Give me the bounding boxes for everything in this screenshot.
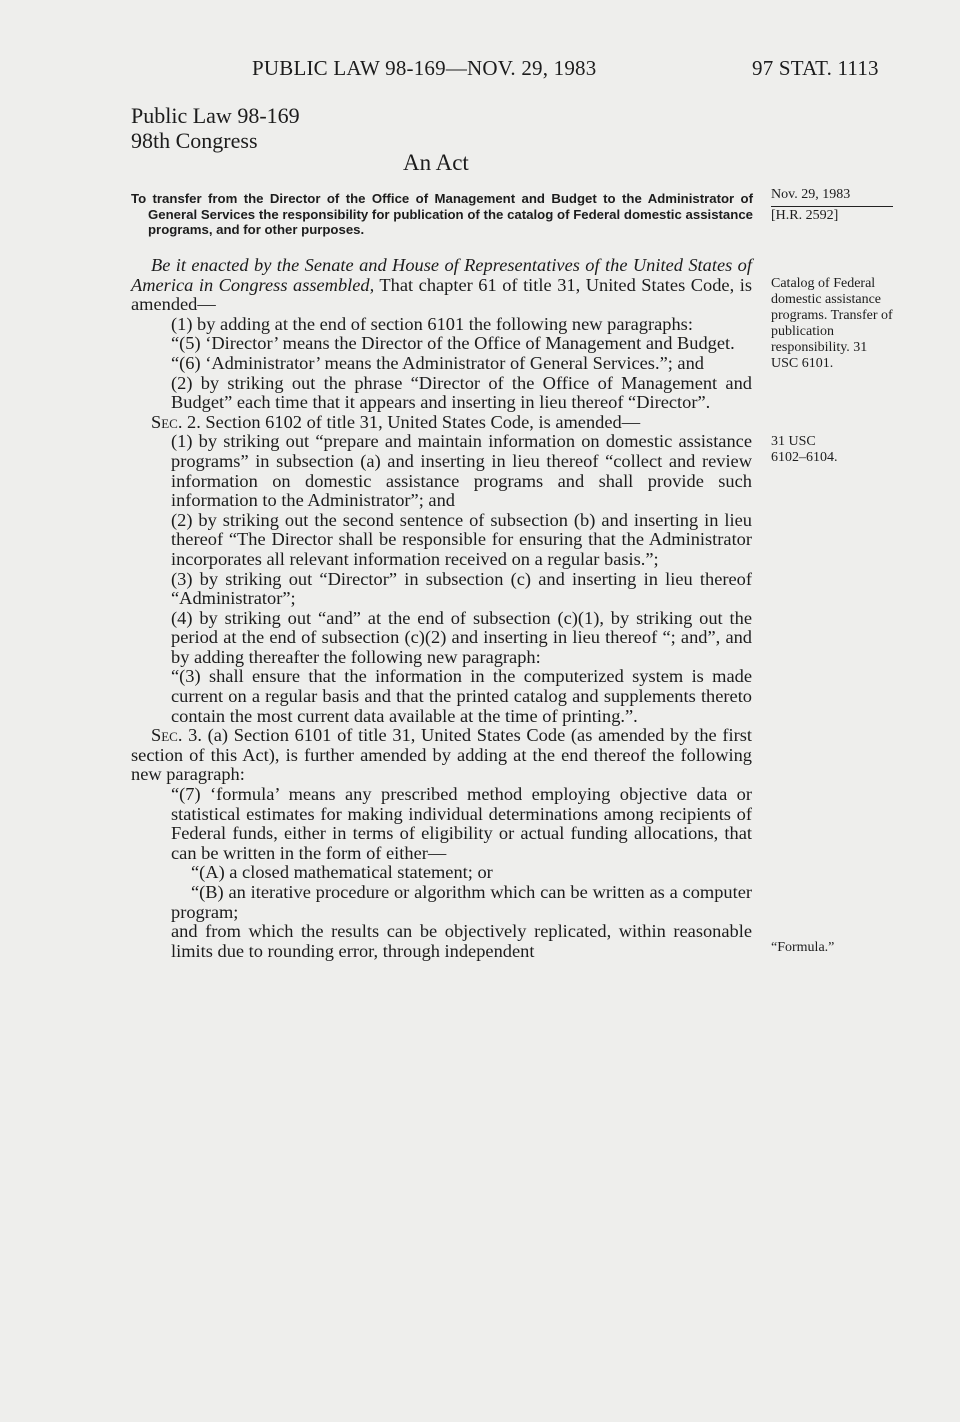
sec3-quote-b: “(B) an iterative procedure or algorithm which can be written as a computer program; bbox=[171, 882, 752, 922]
sec1-para-1: (1) by adding at the end of section 6101 the following new paragraphs: bbox=[171, 313, 693, 334]
public-law-number: Public Law 98-169 bbox=[131, 103, 300, 128]
sec2-quote-3: “(3) shall ensure that the information in the computerized system is made current on a regular basis and that the printed catalog and supplements thereto contain the most current data available at the time of printing.”. bbox=[171, 666, 752, 726]
sec3-quote-7: “(7) ‘formula’ means any prescribed method employing objective data or statistical estimates for making individual determinations among recipients of Federal funds, either in terms of eligibility or actual funding allocations, that can be written in the form of either— bbox=[171, 784, 752, 863]
margin-note-formula: “Formula.” bbox=[771, 940, 835, 955]
sec2-para-1: (1) by striking out “prepare and maintain information on domestic assistance programs” in subsection (a) and inserting in lieu thereof “collect and review information on domestic assistance programs and shall provide such information to the Administrator”; and bbox=[171, 431, 752, 511]
act-body bbox=[131, 256, 752, 961]
sec1-para-2: (2) by striking out the phrase “Director of the Office of Management and Budget” each time that it appears and inserting in lieu thereof “Director”. bbox=[171, 372, 752, 413]
sec3-quote-a: “(A) a closed mathematical statement; or bbox=[191, 862, 493, 883]
margin-date: Nov. 29, 1983 bbox=[771, 187, 851, 202]
act-purpose: To transfer from the Director of the Office of Management and Budget to the Administrator of General Services the responsibility for publication of the catalog of Federal domestic assistance programs, and for other purposes. bbox=[131, 191, 753, 237]
margin-note-usc: 31 USC 6102–6104. bbox=[771, 434, 838, 465]
margin-divider bbox=[771, 206, 893, 207]
sec2-para-3: (3) by striking out “Director” in subsection (c) and inserting in lieu thereof “Administrator”; bbox=[171, 568, 752, 609]
running-head-title: PUBLIC LAW 98-169—NOV. 29, 1983 bbox=[252, 56, 597, 80]
enacting-clause: Be it enacted by the Senate and House of Representatives of the United States of America in Congress assembled, That chapter 61 of title 31, United States Code, is amended— bbox=[131, 255, 752, 315]
sec2-para-2: (2) by striking out the second sentence of subsection (b) and inserting in lieu thereof “The Director shall be responsible for ensuring that the Administrator incorporates all relevant information received on a regular basis.”; bbox=[171, 509, 752, 569]
sec1-quote-6: “(6) ‘Administrator’ means the Administrator of General Services.”; and bbox=[171, 352, 704, 373]
sec3-tail: and from which the results can be objectively replicated, within reasonable limits due to rounding error, through independent bbox=[171, 921, 752, 961]
section-3: Sec. 3. (a) Section 6101 of title 31, United States Code (as amended by the first section of this Act), is further amended by adding at the end thereof the following new paragraph: bbox=[131, 725, 753, 785]
stat-reference: 97 STAT. 1113 bbox=[752, 56, 879, 80]
act-title: An Act bbox=[403, 150, 469, 175]
section-2: Sec. 2. Section 6102 of title 31, United States Code, is amended— bbox=[151, 411, 641, 432]
sec1-quote-5: “(5) ‘Director’ means the Director of the Office of Management and Budget. bbox=[171, 333, 735, 354]
sec2-para-4: (4) by striking out “and” at the end of subsection (c)(1), by striking out the period at the end of subsection (c)(2) and inserting in lieu thereof “; and”, and by adding thereafter the following new paragraph: bbox=[171, 607, 752, 667]
margin-note-catalog: Catalog of Federal domestic assistance programs. Transfer of publication responsibility. 31 USC 6101. bbox=[771, 276, 893, 371]
congress-label: 98th Congress bbox=[131, 128, 258, 153]
margin-bill-number: [H.R. 2592] bbox=[771, 208, 839, 223]
